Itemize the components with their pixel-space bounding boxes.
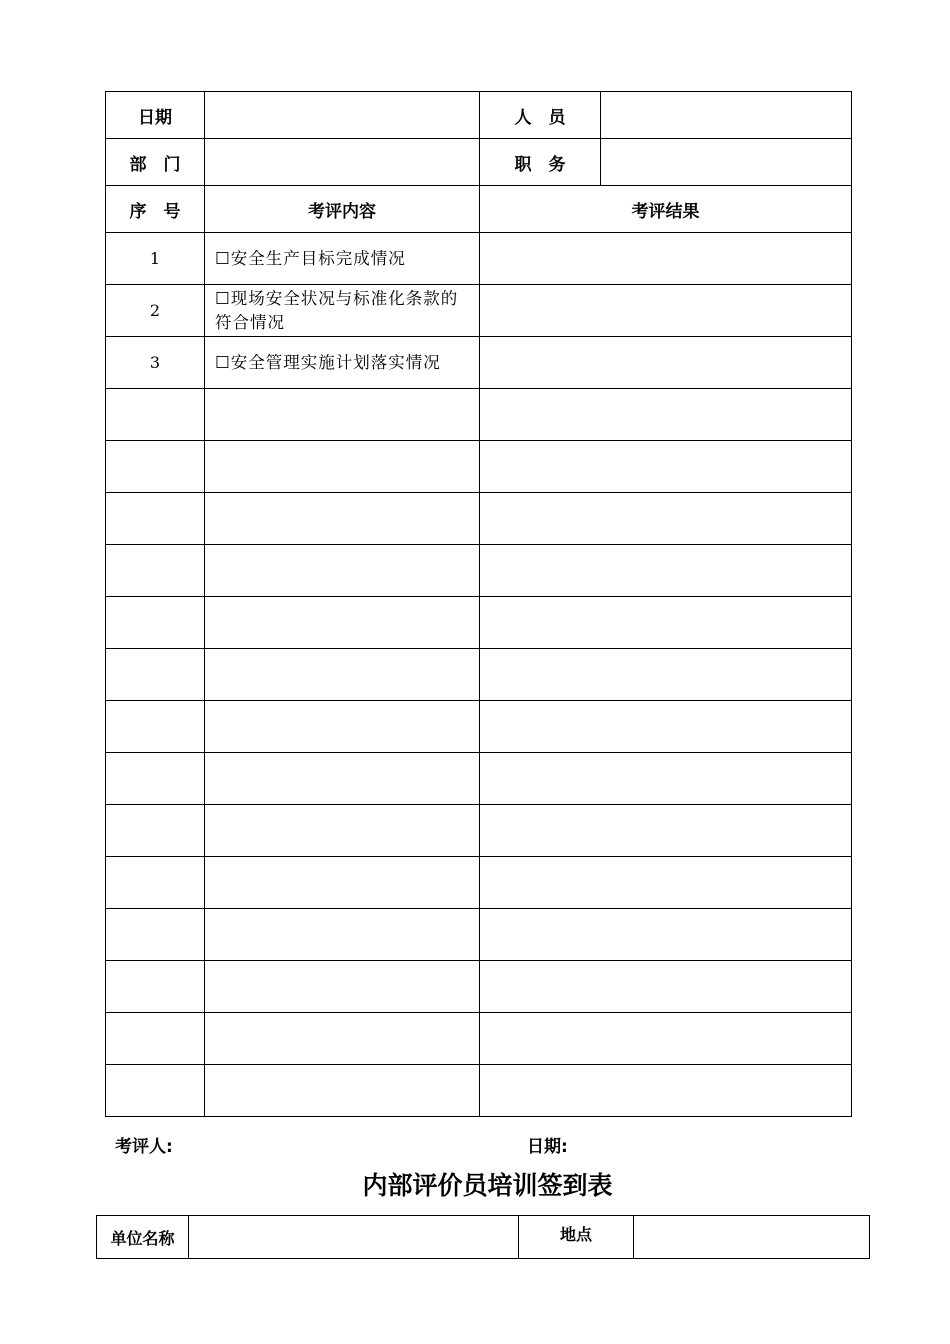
empty-content-cell[interactable]	[205, 909, 480, 961]
table-row-empty	[106, 493, 852, 545]
location-value-cell[interactable]	[634, 1216, 870, 1259]
row-result[interactable]	[480, 233, 852, 285]
person-label: 人 员	[480, 92, 601, 139]
header-row-date	[106, 92, 852, 139]
location-label: 地点	[519, 1216, 634, 1259]
empty-result-cell[interactable]	[480, 909, 852, 961]
empty-result-cell[interactable]	[480, 701, 852, 753]
row-seq: 2	[106, 285, 205, 337]
empty-seq-cell[interactable]	[106, 649, 205, 701]
row-result[interactable]	[480, 285, 852, 337]
empty-content-cell[interactable]	[205, 597, 480, 649]
header-row-department	[106, 139, 852, 186]
table-row	[106, 337, 852, 389]
table-row-empty	[106, 857, 852, 909]
empty-seq-cell[interactable]	[106, 1013, 205, 1065]
row-content[interactable]: ☐现场安全状况与标准化条款的符合情况	[205, 285, 480, 337]
sign-sheet-title: 内部评价员培训签到表	[362, 1171, 613, 1200]
empty-content-cell[interactable]	[205, 857, 480, 909]
department-value-cell[interactable]	[205, 139, 480, 186]
empty-seq-cell[interactable]	[106, 753, 205, 805]
table-row-empty	[106, 441, 852, 493]
table-row-empty	[106, 805, 852, 857]
table-row	[106, 285, 852, 337]
table-row-empty	[106, 597, 852, 649]
empty-content-cell[interactable]	[205, 961, 480, 1013]
empty-content-cell[interactable]	[205, 1013, 480, 1065]
empty-seq-cell[interactable]	[106, 701, 205, 753]
empty-content-cell[interactable]	[205, 389, 480, 441]
seq-column-header: 序 号	[106, 186, 205, 233]
date-value-cell[interactable]	[205, 92, 480, 139]
table-row	[106, 233, 852, 285]
empty-seq-cell[interactable]	[106, 1065, 205, 1117]
empty-result-cell[interactable]	[480, 389, 852, 441]
table-row-empty	[106, 545, 852, 597]
empty-result-cell[interactable]	[480, 1013, 852, 1065]
row-seq: 3	[106, 337, 205, 389]
column-header-row	[106, 186, 852, 233]
empty-rows	[106, 389, 852, 1117]
sign-sheet-row	[97, 1216, 870, 1259]
footer-date-label: 日期:	[527, 1137, 568, 1157]
evaluator-label: 考评人:	[115, 1137, 173, 1157]
empty-content-cell[interactable]	[205, 649, 480, 701]
empty-content-cell[interactable]	[205, 805, 480, 857]
table-row-empty	[106, 909, 852, 961]
result-column-header: 考评结果	[480, 186, 852, 233]
empty-seq-cell[interactable]	[106, 857, 205, 909]
empty-seq-cell[interactable]	[106, 441, 205, 493]
empty-result-cell[interactable]	[480, 545, 852, 597]
row-content[interactable]: ☐安全管理实施计划落实情况	[205, 337, 480, 389]
empty-result-cell[interactable]	[480, 493, 852, 545]
table-row-empty	[106, 649, 852, 701]
empty-content-cell[interactable]	[205, 493, 480, 545]
empty-result-cell[interactable]	[480, 597, 852, 649]
empty-seq-cell[interactable]	[106, 805, 205, 857]
table-row-empty	[106, 961, 852, 1013]
table-row-empty	[106, 1065, 852, 1117]
empty-result-cell[interactable]	[480, 805, 852, 857]
position-label: 职 务	[480, 139, 601, 186]
empty-seq-cell[interactable]	[106, 389, 205, 441]
empty-content-cell[interactable]	[205, 701, 480, 753]
content-column-header: 考评内容	[205, 186, 480, 233]
empty-seq-cell[interactable]	[106, 545, 205, 597]
empty-result-cell[interactable]	[480, 753, 852, 805]
empty-result-cell[interactable]	[480, 1065, 852, 1117]
table-row-empty	[106, 1013, 852, 1065]
sign-sheet-table	[96, 1215, 870, 1259]
empty-seq-cell[interactable]	[106, 961, 205, 1013]
empty-result-cell[interactable]	[480, 649, 852, 701]
department-label: 部 门	[106, 139, 205, 186]
empty-content-cell[interactable]	[205, 545, 480, 597]
position-value-cell[interactable]	[601, 139, 852, 186]
empty-seq-cell[interactable]	[106, 493, 205, 545]
table-row-empty	[106, 753, 852, 805]
date-label: 日期	[106, 92, 205, 139]
row-content[interactable]: ☐安全生产目标完成情况	[205, 233, 480, 285]
row-result[interactable]	[480, 337, 852, 389]
evaluation-table	[105, 91, 852, 1117]
table-row-empty	[106, 389, 852, 441]
empty-result-cell[interactable]	[480, 961, 852, 1013]
empty-result-cell[interactable]	[480, 857, 852, 909]
empty-content-cell[interactable]	[205, 753, 480, 805]
empty-seq-cell[interactable]	[106, 597, 205, 649]
empty-seq-cell[interactable]	[106, 909, 205, 961]
person-value-cell[interactable]	[601, 92, 852, 139]
empty-result-cell[interactable]	[480, 441, 852, 493]
unit-name-label: 单位名称	[97, 1216, 189, 1259]
empty-content-cell[interactable]	[205, 1065, 480, 1117]
table-row-empty	[106, 701, 852, 753]
unit-name-value-cell[interactable]	[189, 1216, 519, 1259]
empty-content-cell[interactable]	[205, 441, 480, 493]
row-seq: 1	[106, 233, 205, 285]
